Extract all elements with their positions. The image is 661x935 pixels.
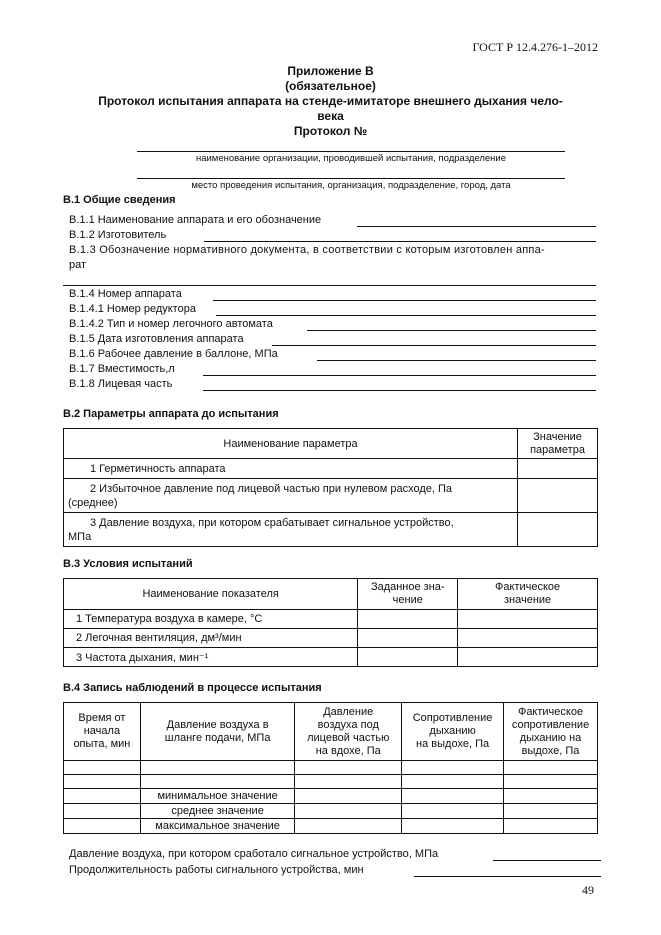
condition-target-header xyxy=(358,579,458,610)
param-row-signal-pressure-line1: 3 Давление воздуха, при котором срабатывает сигнальное устройство, xyxy=(90,516,454,529)
obs-cell[interactable] xyxy=(504,761,598,775)
obs-cell[interactable] xyxy=(64,804,141,819)
field-capacity-line[interactable] xyxy=(203,375,596,376)
table-row xyxy=(64,819,598,834)
table-row xyxy=(64,804,598,819)
footer-signal-duration-label: Продолжительность работы сигнального устройства, мин xyxy=(69,864,364,876)
obs-time-header-line3: опыта, мин xyxy=(73,738,131,750)
obs-cell[interactable] xyxy=(295,819,402,834)
condition-target-header-line1: Заданное зна- xyxy=(370,581,445,593)
obs-cell[interactable] xyxy=(402,789,504,804)
obs-hose-pressure-header-line1: Давление воздуха в xyxy=(166,718,269,731)
obs-cell[interactable] xyxy=(402,775,504,789)
table-row xyxy=(64,775,598,789)
obs-cell[interactable] xyxy=(402,804,504,819)
condition-actual-header-line2: значение xyxy=(504,594,552,606)
obs-exhale-resistance-header xyxy=(402,703,504,761)
field-apparatus-number-label: В.1.4 Номер аппарата xyxy=(69,288,182,300)
obs-min-label: минимальное значение xyxy=(140,789,295,804)
obs-cell[interactable] xyxy=(504,804,598,819)
param-value-header-line1: Значение xyxy=(533,430,582,443)
condition-name-header: Наименование показателя xyxy=(64,579,358,610)
appendix-note: (обязательное) xyxy=(285,79,376,93)
table-row xyxy=(64,761,598,775)
obs-exhale-resistance-header-line2: дыханию xyxy=(429,725,476,737)
condition-actual-cell[interactable] xyxy=(458,629,598,648)
appendix-title: Приложение В xyxy=(287,64,374,78)
param-row-signal-pressure-line2: МПа xyxy=(68,530,92,543)
param-row-signal-pressure xyxy=(64,513,518,547)
field-apparatus-name-line[interactable] xyxy=(357,226,596,227)
obs-actual-resistance-header xyxy=(504,703,598,761)
table-row xyxy=(64,629,598,648)
condition-actual-cell[interactable] xyxy=(458,610,598,629)
table-row xyxy=(64,429,598,459)
obs-cell[interactable] xyxy=(504,789,598,804)
protocol-heading-line2: века xyxy=(317,109,344,123)
protocol-number: Протокол № xyxy=(293,124,368,138)
org-caption: наименование организации, проводившей испытания, подразделение xyxy=(195,153,507,164)
obs-cell[interactable] xyxy=(504,819,598,834)
param-row-overpressure-line2: (среднее) xyxy=(68,496,118,509)
obs-actual-resistance-header-line4: выдохе, Па xyxy=(521,744,580,757)
field-normative-doc-label-cont: рат xyxy=(69,259,87,271)
place-caption: место проведения испытания, организация, подразделение, город, дата xyxy=(191,180,511,191)
standard-code: ГОСТ Р 12.4.276-1–2012 xyxy=(472,40,598,54)
obs-inhale-pressure-header-line4: на вдохе, Па xyxy=(315,744,381,757)
field-normative-doc-label: В.1.3 Обозначение нормативного документа, в соответствии с которым изготовлен аппа- xyxy=(69,244,545,256)
param-value-header xyxy=(518,429,598,459)
obs-actual-resistance-header-line3: дыханию на xyxy=(519,731,582,744)
obs-cell[interactable] xyxy=(140,775,295,789)
field-apparatus-number-line[interactable] xyxy=(213,300,596,301)
obs-actual-resistance-header-line1: Фактическое xyxy=(517,705,584,718)
obs-cell[interactable] xyxy=(402,761,504,775)
table-row xyxy=(64,479,598,513)
condition-target-header-line2: чение xyxy=(392,594,423,606)
table-row xyxy=(64,610,598,629)
section-b2-title: В.2 Параметры аппарата до испытания xyxy=(63,408,279,420)
footer-signal-pressure-label: Давление воздуха, при котором сработало сигнальное устройство, МПа xyxy=(69,848,439,860)
obs-cell[interactable] xyxy=(504,775,598,789)
org-line[interactable] xyxy=(137,151,565,152)
protocol-heading-line1: Протокол испытания аппарата на стенде-имитаторе внешнего дыхания чело- xyxy=(98,94,563,108)
param-row-overpressure xyxy=(64,479,518,513)
condition-actual-cell[interactable] xyxy=(458,648,598,667)
obs-cell[interactable] xyxy=(295,761,402,775)
footer-signal-pressure-line[interactable] xyxy=(493,860,601,861)
field-cylinder-pressure-label: В.1.6 Рабочее давление в баллоне, МПа xyxy=(69,348,278,360)
params-table xyxy=(63,428,598,547)
table-row xyxy=(64,789,598,804)
condition-actual-header-line1: Фактическое xyxy=(495,581,561,593)
section-b1-title: В.1 Общие сведения xyxy=(63,194,176,206)
field-normative-doc-line[interactable] xyxy=(63,285,596,286)
obs-cell[interactable] xyxy=(295,775,402,789)
obs-cell[interactable] xyxy=(64,819,141,834)
obs-cell[interactable] xyxy=(295,804,402,819)
conditions-table xyxy=(63,578,598,667)
obs-cell[interactable] xyxy=(64,775,141,789)
obs-avg-label: среднее значение xyxy=(140,804,295,819)
condition-target-cell[interactable] xyxy=(358,629,458,648)
obs-time-header-line1: Время от xyxy=(78,712,126,724)
place-line[interactable] xyxy=(137,178,565,179)
param-value-cell[interactable] xyxy=(518,479,598,513)
obs-cell[interactable] xyxy=(140,761,295,775)
footer-signal-duration-line[interactable] xyxy=(414,876,601,877)
field-apparatus-name-label: В.1.1 Наименование аппарата и его обозначение xyxy=(69,214,322,226)
field-reducer-number-label: В.1.4.1 Номер редуктора xyxy=(69,303,196,315)
obs-exhale-resistance-header-line1: Сопротивление xyxy=(412,712,493,724)
condition-target-cell[interactable] xyxy=(358,648,458,667)
section-b4-title: В.4 Запись наблюдений в процессе испытания xyxy=(63,682,322,694)
condition-target-cell[interactable] xyxy=(358,610,458,629)
obs-inhale-pressure-header xyxy=(295,703,402,761)
section-b3-title: В.3 Условия испытаний xyxy=(63,558,193,570)
obs-hose-pressure-header xyxy=(140,703,295,761)
obs-actual-resistance-header-line2: сопротивление xyxy=(511,718,590,731)
field-manufacturer-label: В.1.2 Изготовитель xyxy=(69,229,167,241)
obs-cell[interactable] xyxy=(64,789,141,804)
obs-time-header-line2: начала xyxy=(83,725,121,737)
page-number: 49 xyxy=(582,883,594,897)
obs-inhale-pressure-header-line1: Давление xyxy=(323,705,374,718)
obs-inhale-pressure-header-line3: лицевой частью xyxy=(307,731,390,744)
obs-cell[interactable] xyxy=(402,819,504,834)
table-row xyxy=(64,459,598,479)
field-capacity-label: В.1.7 Вместимость,л xyxy=(69,363,175,375)
param-name-header: Наименование параметра xyxy=(64,429,518,459)
param-row-overpressure-line1: 2 Избыточное давление под лицевой частью при нулевом расходе, Па xyxy=(90,482,453,495)
param-value-cell[interactable] xyxy=(518,513,598,547)
table-row xyxy=(64,513,598,547)
obs-cell[interactable] xyxy=(295,789,402,804)
param-value-header-line2: параметра xyxy=(530,443,585,456)
field-demand-valve-line[interactable] xyxy=(307,330,596,331)
condition-row-breath-rate: 3 Частота дыхания, мин⁻¹ xyxy=(64,648,358,667)
table-row xyxy=(64,648,598,667)
observations-table xyxy=(63,702,598,834)
field-demand-valve-label: В.1.4.2 Тип и номер легочного автомата xyxy=(69,318,273,330)
obs-hose-pressure-header-line2: шланге подачи, МПа xyxy=(164,731,271,744)
table-row xyxy=(64,703,598,761)
obs-cell[interactable] xyxy=(64,761,141,775)
field-manufacturer-line[interactable] xyxy=(204,241,596,242)
param-value-cell[interactable] xyxy=(518,459,598,479)
condition-row-temperature: 1 Температура воздуха в камере, °С xyxy=(64,610,358,629)
condition-actual-header xyxy=(458,579,598,610)
obs-time-header xyxy=(64,703,141,761)
field-facepiece-label: В.1.8 Лицевая часть xyxy=(69,378,173,390)
field-facepiece-line[interactable] xyxy=(203,390,596,391)
obs-max-label: максимальное значение xyxy=(140,819,295,834)
field-manufacture-date-line[interactable] xyxy=(272,345,596,346)
field-reducer-number-line[interactable] xyxy=(216,315,596,316)
param-row-tightness: 1 Герметичность аппарата xyxy=(64,459,518,479)
condition-row-ventilation: 2 Легочная вентиляция, дм³/мин xyxy=(64,629,358,648)
obs-exhale-resistance-header-line3: на выдохе, Па xyxy=(416,738,490,750)
field-cylinder-pressure-line[interactable] xyxy=(317,360,596,361)
field-manufacture-date-label: В.1.5 Дата изготовления аппарата xyxy=(69,333,244,345)
obs-inhale-pressure-header-line2: воздуха под xyxy=(317,718,379,731)
table-row xyxy=(64,579,598,610)
